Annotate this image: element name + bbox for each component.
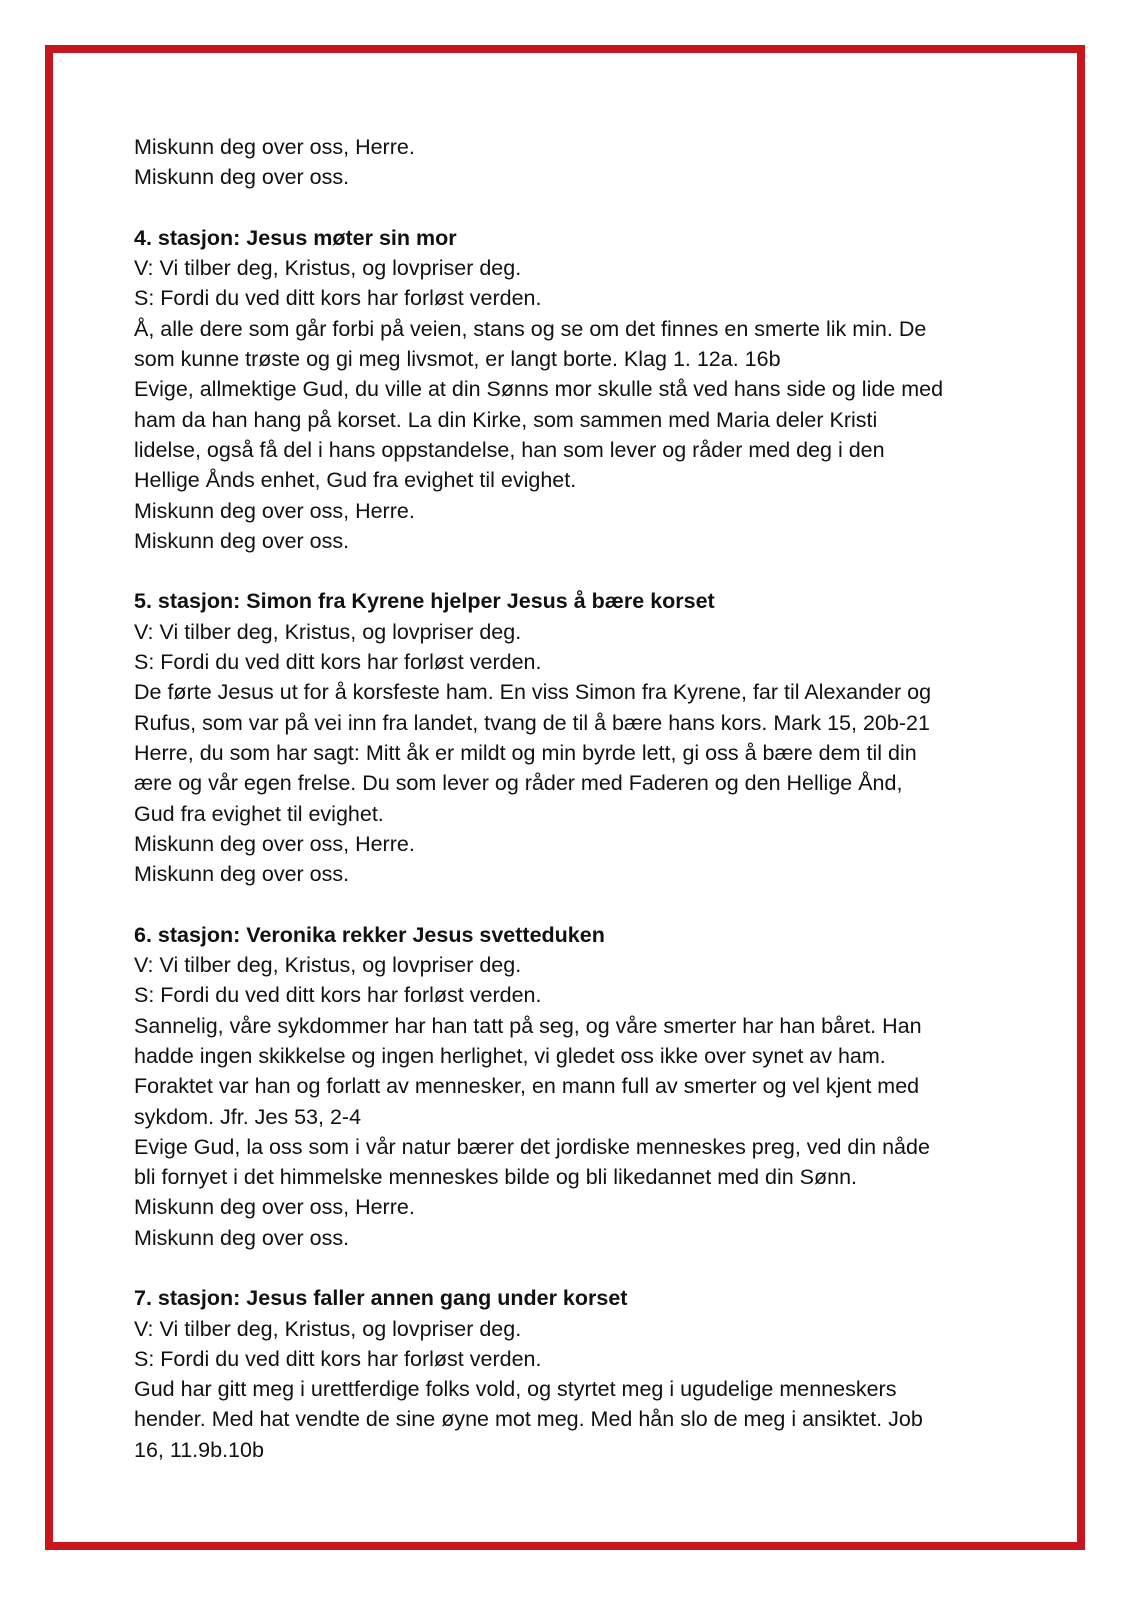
prayer-line: bli fornyet i det himmelske menneskes bilde og bli likedannet med din Sønn. [134,1165,858,1190]
response-line: Miskunn deg over oss, Herre. [134,831,415,856]
prayer-line: ære og vår egen frelse. Du som lever og råder med Faderen og den Hellige Ånd, [134,771,903,796]
prayer-line: Evige Gud, la oss som i vår natur bærer det jordiske menneskes preg, ved din nåde [134,1134,930,1159]
scripture-line: 16, 11.9b.10b [134,1437,264,1462]
station-heading: 4. stasjon: Jesus møter sin mor [134,225,457,250]
station-6-section [134,920,1014,1253]
response-line: S: Fordi du ved ditt kors har forløst verden. [134,286,542,311]
prayer-line: Herre, du som har sagt: Mitt åk er mildt og min byrde lett, gi oss å bære dem til din [134,740,917,765]
station-heading: 6. stasjon: Veronika rekker Jesus svetteduken [134,922,605,947]
response-line: Miskunn deg over oss, Herre. [134,498,415,523]
scripture-line: Foraktet var han og forlatt av mennesker, en mann full av smerter og vel kjent med [134,1074,920,1099]
scripture-line: De førte Jesus ut for å korsfeste ham. En viss Simon fra Kyrene, far til Alexander og [134,680,932,705]
versicle-line: V: Vi tilber deg, Kristus, og lovpriser deg. [134,619,522,644]
scripture-line: Sannelig, våre sykdommer har han tatt på seg, og våre smerter har han båret. Han [134,1013,922,1038]
document-body [134,132,1014,1465]
response-line: S: Fordi du ved ditt kors har forløst verden. [134,983,542,1008]
paragraph-gap [134,889,1014,919]
station-4-section [134,223,1014,556]
versicle-line: V: Vi tilber deg, Kristus, og lovpriser deg. [134,953,522,978]
scripture-line: hender. Med hat vendte de sine øyne mot meg. Med hån slo de meg i ansiktet. Job [134,1407,923,1432]
response-line: Miskunn deg over oss. [134,862,350,887]
versicle-line: V: Vi tilber deg, Kristus, og lovpriser deg. [134,1316,522,1341]
paragraph-gap [134,193,1014,223]
station-5-section [134,586,1014,889]
station-7-section [134,1283,1014,1465]
prayer-line: Gud fra evighet til evighet. [134,801,384,826]
scripture-line: Rufus, som var på vei inn fra landet, tvang de til å bære hans kors. Mark 15, 20b-21 [134,710,930,735]
intro-block [134,132,1014,193]
paragraph-gap [134,1253,1014,1283]
response-line: S: Fordi du ved ditt kors har forløst verden. [134,650,542,675]
prayer-line: Evige, allmektige Gud, du ville at din Sønns mor skulle stå ved hans side og lide med [134,377,944,402]
response-line: Miskunn deg over oss, Herre. [134,1195,415,1220]
paragraph-gap [134,556,1014,586]
versicle-line: V: Vi tilber deg, Kristus, og lovpriser deg. [134,256,522,281]
scripture-line: Gud har gitt meg i urettferdige folks vold, og styrtet meg i ugudelige menneskers [134,1377,897,1402]
prayer-line: ham da han hang på korset. La din Kirke, som sammen med Maria deler Kristi [134,407,878,432]
response-line: Miskunn deg over oss. [134,528,350,553]
response-line: Miskunn deg over oss, Herre. [134,135,415,159]
scripture-line: hadde ingen skikkelse og ingen herlighet, vi gledet oss ikke over synet av ham. [134,1043,886,1068]
scripture-line: Å, alle dere som går forbi på veien, stans og se om det finnes en smerte lik min. De [134,316,927,341]
station-heading: 7. stasjon: Jesus faller annen gang under korset [134,1286,628,1311]
response-line: Miskunn deg over oss. [134,1225,350,1250]
station-heading: 5. stasjon: Simon fra Kyrene hjelper Jesus å bære korset [134,589,715,614]
scripture-line: sykdom. Jfr. Jes 53, 2-4 [134,1104,362,1129]
prayer-line: Hellige Ånds enhet, Gud fra evighet til evighet. [134,468,577,493]
prayer-line: lidelse, også få del i hans oppstandelse, han som lever og råder med deg i den [134,437,885,462]
response-line: S: Fordi du ved ditt kors har forløst verden. [134,1346,542,1371]
response-line: Miskunn deg over oss. [134,165,350,190]
scripture-line: som kunne trøste og gi meg livsmot, er langt borte. Klag 1. 12a. 16b [134,347,781,372]
